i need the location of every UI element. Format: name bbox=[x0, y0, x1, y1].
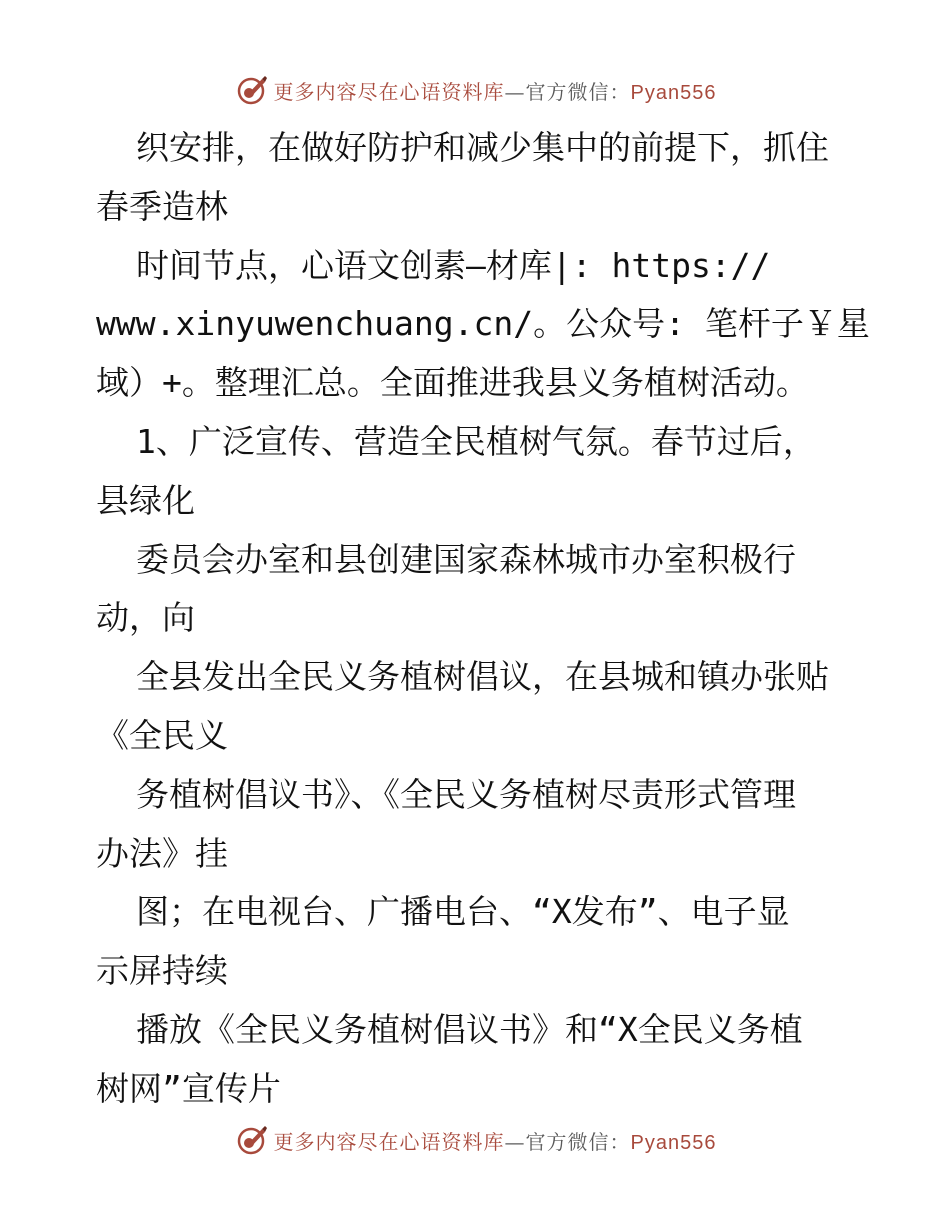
header-banner bbox=[0, 70, 950, 110]
paragraph-line: 时间节点，心语文创素—材库|: https:// bbox=[136, 245, 771, 285]
paragraph-line: 图；在电视台、广播电台、“X发布”、电子显 bbox=[136, 892, 790, 932]
paragraph-line: 《全民义 bbox=[96, 715, 228, 755]
header-banner-text bbox=[274, 76, 717, 105]
paragraph-line: 织安排，在做好防护和减少集中的前提下，抓住 bbox=[136, 128, 829, 167]
header-banner-wechat-id: Pyan556 bbox=[630, 81, 717, 104]
header-banner-wechat-label: —官方微信： bbox=[504, 79, 631, 104]
footer-banner-text bbox=[274, 1126, 717, 1155]
paragraph-line: 1、广泛宣传、营造全民植树气氛。春节过后， bbox=[136, 421, 816, 461]
paragraph-line: 域）+。整理汇总。全面推进我县义务植树活动。 bbox=[96, 363, 809, 403]
document-body bbox=[96, 119, 870, 1119]
paragraph-line: 县绿化 bbox=[96, 480, 195, 520]
pen-circle-logo-icon bbox=[234, 73, 268, 107]
pen-circle-logo-icon bbox=[234, 1123, 268, 1157]
paragraph-line: www.xinyuwenchuang.cn/。公众号: 笔杆子￥星 bbox=[96, 304, 870, 344]
footer-banner bbox=[0, 1120, 950, 1160]
paragraph-line: 春季造林 bbox=[96, 186, 228, 226]
header-banner-main: 更多内容尽在心语资料库 bbox=[273, 79, 505, 104]
footer-banner-wechat-id: Pyan556 bbox=[630, 1131, 717, 1154]
paragraph-line: 示屏持续 bbox=[96, 951, 228, 991]
paragraph-line: 动，向 bbox=[96, 598, 195, 638]
footer-banner-main: 更多内容尽在心语资料库 bbox=[273, 1129, 505, 1154]
paragraph-line: 树网”宣传片 bbox=[96, 1068, 281, 1108]
paragraph-line: 全县发出全民义务植树倡议，在县城和镇办张贴 bbox=[136, 657, 829, 697]
paragraph-line: 委员会办室和县创建国家森林城市办室积极行 bbox=[136, 539, 796, 579]
paragraph-line: 办法》挂 bbox=[96, 833, 228, 873]
paragraph-line: 务植树倡议书》、《全民义务植树尽责形式管理 bbox=[136, 774, 796, 814]
paragraph-line: 播放《全民义务植树倡议书》和“X全民义务植 bbox=[136, 1009, 803, 1049]
footer-banner-wechat-label: —官方微信： bbox=[504, 1129, 631, 1154]
